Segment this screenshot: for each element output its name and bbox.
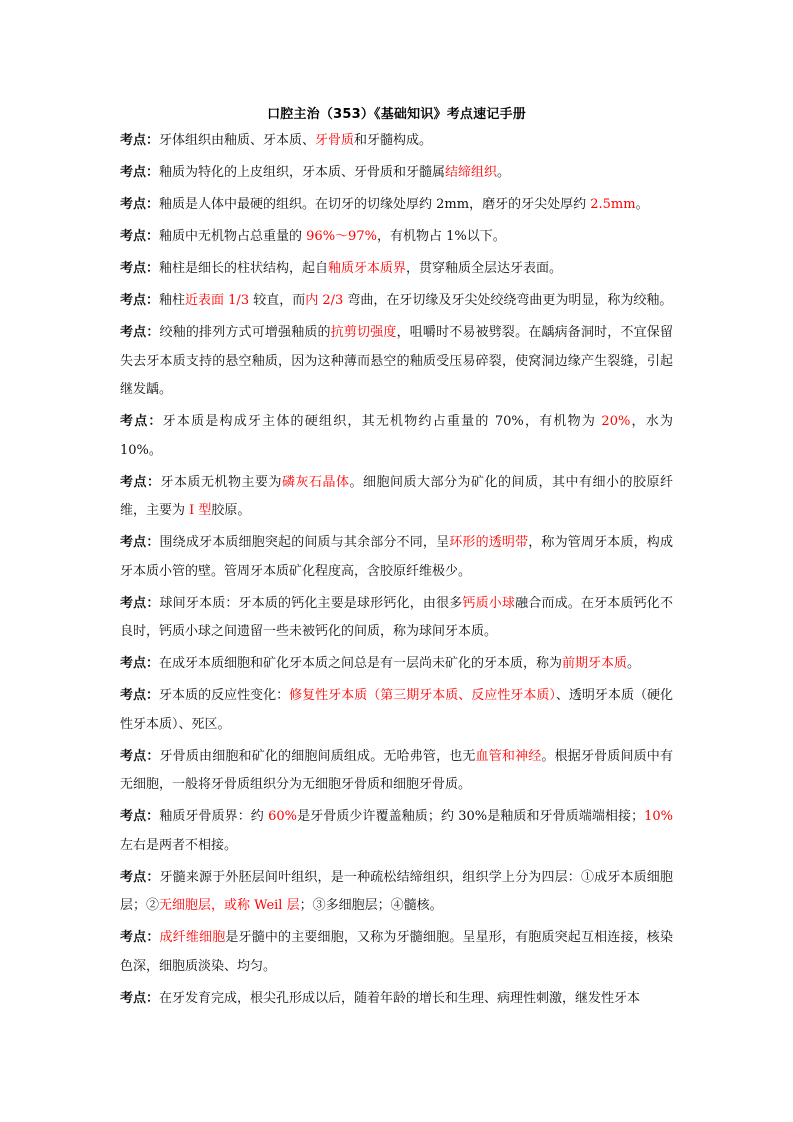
highlight-text: 无细胞层，或称 Weil 层 bbox=[159, 898, 300, 913]
key-point-item bbox=[120, 743, 673, 800]
body-text: 是牙髓中的主要细胞，又称为牙髓细胞。呈星形，有胞质突起互相连接，核染色深，细胞质淡染、均匀。 bbox=[120, 930, 673, 974]
body-text: ，咀嚼时不易被劈裂。在龋病备洞时，不宜保留失去牙本质支持的悬空釉质，因为这种薄而悬空的釉质受压易碎裂，使窝洞边缘产生裂缝，引起继发龋。 bbox=[120, 325, 673, 397]
body-text: 在牙发育完成，根尖孔形成以后，随着年龄的增长和生理、病理性刺激，继发性牙本 bbox=[159, 990, 641, 1006]
body-text: 釉质中无机物占总重量的 bbox=[159, 229, 307, 244]
highlight-text: 修复性牙本质（第三期牙本质、反应性牙本质） bbox=[289, 688, 556, 703]
highlight-text: 磷灰石晶体 bbox=[282, 474, 350, 490]
key-point-label: 考点： bbox=[120, 688, 160, 703]
highlight-text: 钙质小球 bbox=[462, 595, 516, 611]
key-point-label: 考点： bbox=[120, 809, 160, 824]
highlight-text: 96%～97% bbox=[306, 229, 377, 244]
key-point-label: 考点： bbox=[120, 197, 160, 212]
highlight-text: 内 2/3 bbox=[305, 293, 344, 308]
body-text: 。细胞间质大部分为矿化的间质，其中有细小的胶原纤维，主要为 bbox=[120, 474, 673, 518]
highlight-text: 釉质牙本质界 bbox=[328, 261, 407, 276]
body-text: 牙本质无机物主要为 bbox=[160, 474, 282, 490]
body-text: 釉质为特化的上皮组织，牙本质、牙骨质和牙髓属 bbox=[159, 165, 446, 180]
key-point-label: 考点： bbox=[120, 261, 160, 276]
body-text: ，贯穿釉质全层达牙表面。 bbox=[406, 261, 563, 276]
key-point-item bbox=[120, 864, 673, 921]
key-point-label: 考点： bbox=[120, 293, 160, 308]
body-text: ，水为 10%。 bbox=[120, 414, 673, 458]
key-point-item bbox=[120, 191, 673, 220]
highlight-text: 近表面 1/3 bbox=[185, 293, 250, 308]
body-text: 弯曲，在牙切缘及牙尖处绞绕弯曲更为明显，称为绞釉。 bbox=[343, 293, 673, 308]
highlight-text: 成纤维细胞 bbox=[159, 930, 226, 945]
highlight-text: 60% bbox=[268, 809, 297, 824]
key-point-label: 考点： bbox=[120, 930, 160, 945]
key-point-item bbox=[120, 803, 673, 860]
highlight-text: I 型 bbox=[189, 503, 212, 518]
body-text: 牙本质是构成牙主体的硬组织，其无机物约占重量的 70%，有机物为 bbox=[162, 414, 602, 429]
body-text: 、透明牙本质（硬化性牙本质）、死区。 bbox=[120, 688, 673, 732]
body-text: 。 bbox=[497, 165, 511, 180]
body-text: 左右是两者不相接。 bbox=[120, 837, 238, 853]
body-text: 釉质是人体中最硬的组织。在切牙的切缘处厚约 2mm，磨牙的牙尖处厚约 bbox=[159, 197, 591, 212]
key-point-label: 考点： bbox=[120, 325, 160, 340]
highlight-text: 血管和神经 bbox=[475, 748, 542, 764]
body-text: ，有机物占 1%以下。 bbox=[376, 229, 506, 244]
body-text: 。 bbox=[627, 656, 641, 671]
body-text: 胶原。 bbox=[211, 503, 251, 518]
body-text: 。根据牙骨质间质中有无细胞，一般将牙骨质组织分为无细胞牙骨质和细胞牙骨质。 bbox=[120, 748, 673, 792]
body-text: 较直，而 bbox=[249, 293, 306, 308]
key-point-label: 考点： bbox=[120, 165, 160, 180]
key-point-item bbox=[120, 223, 673, 252]
highlight-text: 前期牙本质 bbox=[562, 656, 628, 671]
highlight-text: 结缔组织 bbox=[445, 165, 498, 180]
body-text: 绞釉的排列方式可增强釉质的 bbox=[159, 325, 331, 340]
key-point-label: 考点： bbox=[120, 133, 160, 148]
key-point-label: 考点： bbox=[120, 656, 160, 671]
key-point-label: 考点： bbox=[120, 595, 160, 611]
key-point-label: 考点： bbox=[120, 869, 160, 885]
highlight-text: 2.5mm bbox=[590, 197, 636, 212]
key-point-item bbox=[120, 924, 673, 981]
key-point-item bbox=[120, 159, 673, 188]
key-point-item bbox=[120, 682, 673, 739]
key-point-item bbox=[120, 319, 673, 405]
key-point-label: 考点： bbox=[120, 474, 161, 490]
highlight-text: 抗剪切强度 bbox=[330, 325, 397, 340]
body-text: ，称为管周牙本质，构成牙本质小管的壁。管周牙本质矿化程度高，含胶原纤维极少。 bbox=[120, 535, 673, 579]
body-text: 牙体组织由釉质、牙本质、 bbox=[159, 133, 316, 148]
body-text: 在成牙本质细胞和矿化牙本质之间总是有一层尚未矿化的牙本质，称为 bbox=[159, 656, 563, 671]
key-point-item bbox=[120, 408, 673, 465]
highlight-text: 牙骨质 bbox=[315, 133, 355, 148]
key-point-item bbox=[120, 985, 673, 1014]
highlight-text: 10% bbox=[644, 809, 673, 824]
body-text: ；③多细胞层；④髓核。 bbox=[299, 898, 443, 913]
body-text: 牙骨质由细胞和矿化的细胞间质组成。无哈弗管，也无 bbox=[159, 748, 476, 764]
key-point-label: 考点： bbox=[120, 229, 160, 244]
highlight-text: 20% bbox=[601, 414, 631, 429]
body-text: 。 bbox=[635, 197, 649, 212]
key-point-label: 考点： bbox=[120, 990, 160, 1006]
key-point-item bbox=[120, 529, 673, 586]
body-text: 围绕成牙本质细胞突起的间质与其余部分不同，呈 bbox=[159, 535, 450, 550]
body-text: 和牙髓构成。 bbox=[354, 133, 433, 148]
key-point-item bbox=[120, 590, 673, 647]
body-text: 釉柱 bbox=[159, 293, 186, 308]
key-point-label: 考点： bbox=[120, 748, 160, 764]
body-text: 融合而成。在牙本质钙化不良时，钙质小球之间遗留一些未被钙化的间质，称为球间牙本质。 bbox=[120, 595, 673, 639]
key-point-label: 考点： bbox=[120, 414, 163, 429]
key-point-item bbox=[120, 650, 673, 679]
body-text: 牙本质的反应性变化： bbox=[159, 688, 290, 703]
key-point-item bbox=[120, 255, 673, 284]
body-text: 釉质牙骨质界：约 bbox=[159, 809, 269, 824]
key-point-item bbox=[120, 469, 673, 526]
body-text: 牙髓来源于外胚层间叶组织，是一种疏松结缔组织，组织学上分为四层：①成牙本质细胞层；② bbox=[120, 869, 673, 913]
key-points-list bbox=[120, 127, 673, 1017]
key-point-item bbox=[120, 127, 673, 156]
highlight-text: 环形的透明带 bbox=[449, 535, 529, 550]
page-title: 口腔主治（353）《基础知识》考点速记手册 bbox=[267, 107, 526, 122]
body-text: 球间牙本质：牙本质的钙化主要是球形钙化，由很多 bbox=[159, 595, 463, 611]
body-text: 是牙骨质少许覆盖釉质；约 30%是釉质和牙骨质端端相接； bbox=[297, 809, 645, 824]
body-text: 釉柱是细长的柱状结构，起自 bbox=[159, 261, 329, 276]
key-point-item bbox=[120, 287, 673, 316]
key-point-label: 考点： bbox=[120, 535, 160, 550]
